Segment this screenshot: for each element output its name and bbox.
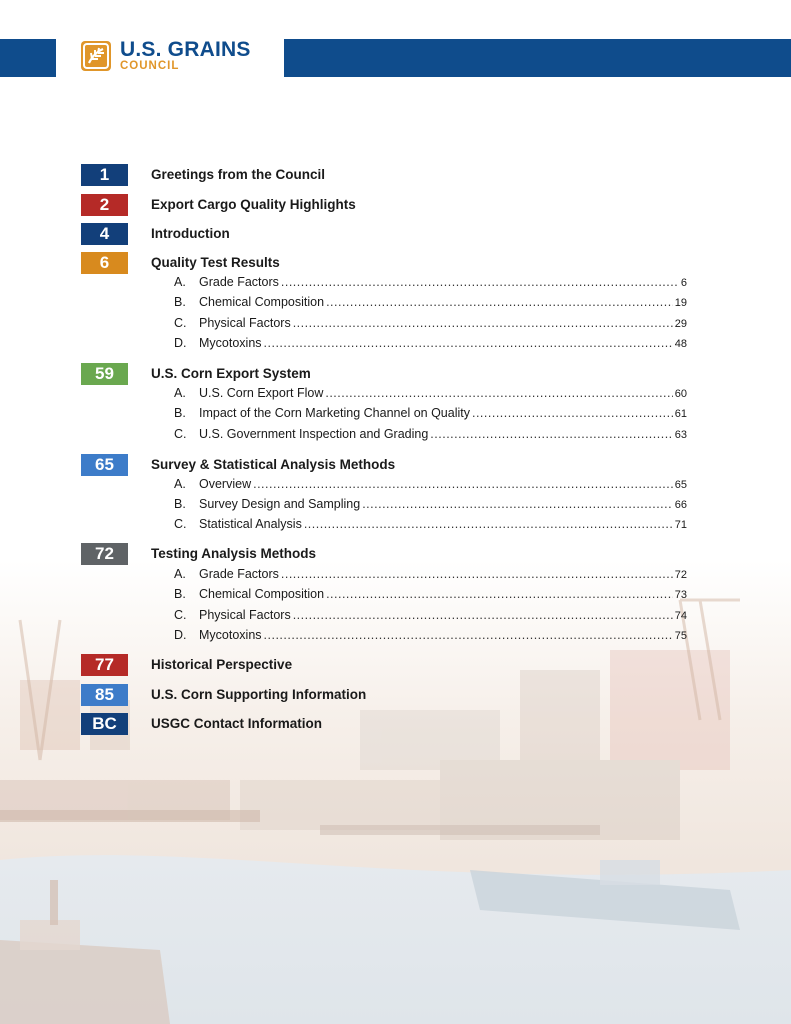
- section-number-badge: 77: [81, 654, 128, 676]
- section-title: Greetings from the Council: [151, 167, 326, 182]
- entry-page-number: 74: [674, 610, 687, 622]
- entry-letter: B.: [174, 295, 186, 309]
- toc-entry[interactable]: [174, 517, 687, 534]
- toc-entry[interactable]: [174, 336, 687, 353]
- section-number-badge: 2: [81, 194, 128, 216]
- entry-page-number: 71: [674, 519, 687, 531]
- entry-letter: A.: [174, 275, 186, 289]
- toc-entry[interactable]: [174, 567, 687, 584]
- toc-entry[interactable]: [174, 316, 687, 333]
- entry-page-number: 73: [674, 589, 687, 601]
- dot-leader: [325, 386, 672, 400]
- logo-title: U.S. GRAINS: [120, 38, 251, 62]
- entry-letter: A.: [174, 386, 186, 400]
- section-title: Survey & Statistical Analysis Methods: [151, 457, 396, 472]
- entry-label: Mycotoxins: [199, 336, 262, 350]
- entry-label: Mycotoxins: [199, 628, 262, 642]
- toc-entry[interactable]: [174, 275, 687, 292]
- entry-label: Impact of the Corn Marketing Channel on Quality: [199, 406, 470, 420]
- entry-label: Statistical Analysis: [199, 517, 302, 531]
- section-number-badge: BC: [81, 713, 128, 735]
- dot-leader: [293, 608, 673, 622]
- entry-letter: B.: [174, 497, 186, 511]
- entry-page-number: 48: [674, 338, 687, 350]
- section-title: USGC Contact Information: [151, 716, 322, 731]
- dot-leader: [281, 275, 679, 289]
- entry-label: Survey Design and Sampling: [199, 497, 361, 511]
- entry-letter: D.: [174, 628, 187, 642]
- entry-letter: A.: [174, 477, 186, 491]
- section-number-badge: 59: [81, 363, 128, 385]
- section-title: Quality Test Results: [151, 255, 280, 270]
- section-number-badge: 65: [81, 454, 128, 476]
- entry-label: Grade Factors: [199, 567, 279, 581]
- section-title: Testing Analysis Methods: [151, 546, 317, 561]
- section-number-badge: 85: [81, 684, 128, 706]
- toc-entry[interactable]: [174, 427, 687, 444]
- toc-entry[interactable]: [174, 406, 687, 423]
- section-number-badge: 6: [81, 252, 128, 274]
- entry-letter: C.: [174, 608, 187, 622]
- section-title: U.S. Corn Supporting Information: [151, 687, 367, 702]
- entry-label: Grade Factors: [199, 275, 279, 289]
- entry-label: U.S. Government Inspection and Grading: [199, 427, 429, 441]
- entry-label: Physical Factors: [199, 608, 291, 622]
- section-title: Introduction: [151, 226, 230, 241]
- entry-label: Physical Factors: [199, 316, 291, 330]
- dot-leader: [304, 517, 673, 531]
- entry-label: U.S. Corn Export Flow: [199, 386, 324, 400]
- entry-label: Chemical Composition: [199, 295, 325, 309]
- entry-page-number: 29: [674, 318, 687, 330]
- entry-page-number: 6: [680, 277, 687, 289]
- dot-leader: [430, 427, 672, 441]
- toc-entry[interactable]: [174, 587, 687, 604]
- toc-entry[interactable]: [174, 386, 687, 403]
- section-number-badge: 72: [81, 543, 128, 565]
- entry-page-number: 61: [674, 408, 687, 420]
- dot-leader: [472, 406, 673, 420]
- logo-subtitle: COUNCIL: [120, 60, 180, 73]
- entry-page-number: 63: [674, 429, 687, 441]
- entry-letter: A.: [174, 567, 186, 581]
- section-title: Historical Perspective: [151, 657, 293, 672]
- entry-page-number: 75: [674, 630, 687, 642]
- entry-letter: B.: [174, 406, 186, 420]
- toc-entry[interactable]: [174, 608, 687, 625]
- entry-label: Overview: [199, 477, 252, 491]
- entry-letter: C.: [174, 427, 187, 441]
- entry-page-number: 65: [674, 479, 687, 491]
- entry-page-number: 66: [674, 499, 687, 511]
- dot-leader: [264, 628, 673, 642]
- entry-page-number: 72: [674, 569, 687, 581]
- toc-entry[interactable]: [174, 295, 687, 312]
- section-number-badge: 4: [81, 223, 128, 245]
- entry-letter: B.: [174, 587, 186, 601]
- entry-label: Chemical Composition: [199, 587, 325, 601]
- dot-leader: [264, 336, 673, 350]
- toc-entry[interactable]: [174, 628, 687, 645]
- dot-leader: [362, 497, 673, 511]
- toc-entry[interactable]: [174, 497, 687, 514]
- dot-leader: [326, 295, 673, 309]
- entry-page-number: 60: [674, 388, 687, 400]
- toc-entry[interactable]: [174, 477, 687, 494]
- dot-leader: [326, 587, 673, 601]
- dot-leader: [293, 316, 673, 330]
- section-title: Export Cargo Quality Highlights: [151, 197, 356, 212]
- entry-letter: C.: [174, 517, 187, 531]
- entry-page-number: 19: [674, 297, 687, 309]
- entry-letter: D.: [174, 336, 187, 350]
- dot-leader: [253, 477, 673, 491]
- section-title: U.S. Corn Export System: [151, 366, 311, 381]
- section-number-badge: 1: [81, 164, 128, 186]
- dot-leader: [281, 567, 673, 581]
- entry-letter: C.: [174, 316, 187, 330]
